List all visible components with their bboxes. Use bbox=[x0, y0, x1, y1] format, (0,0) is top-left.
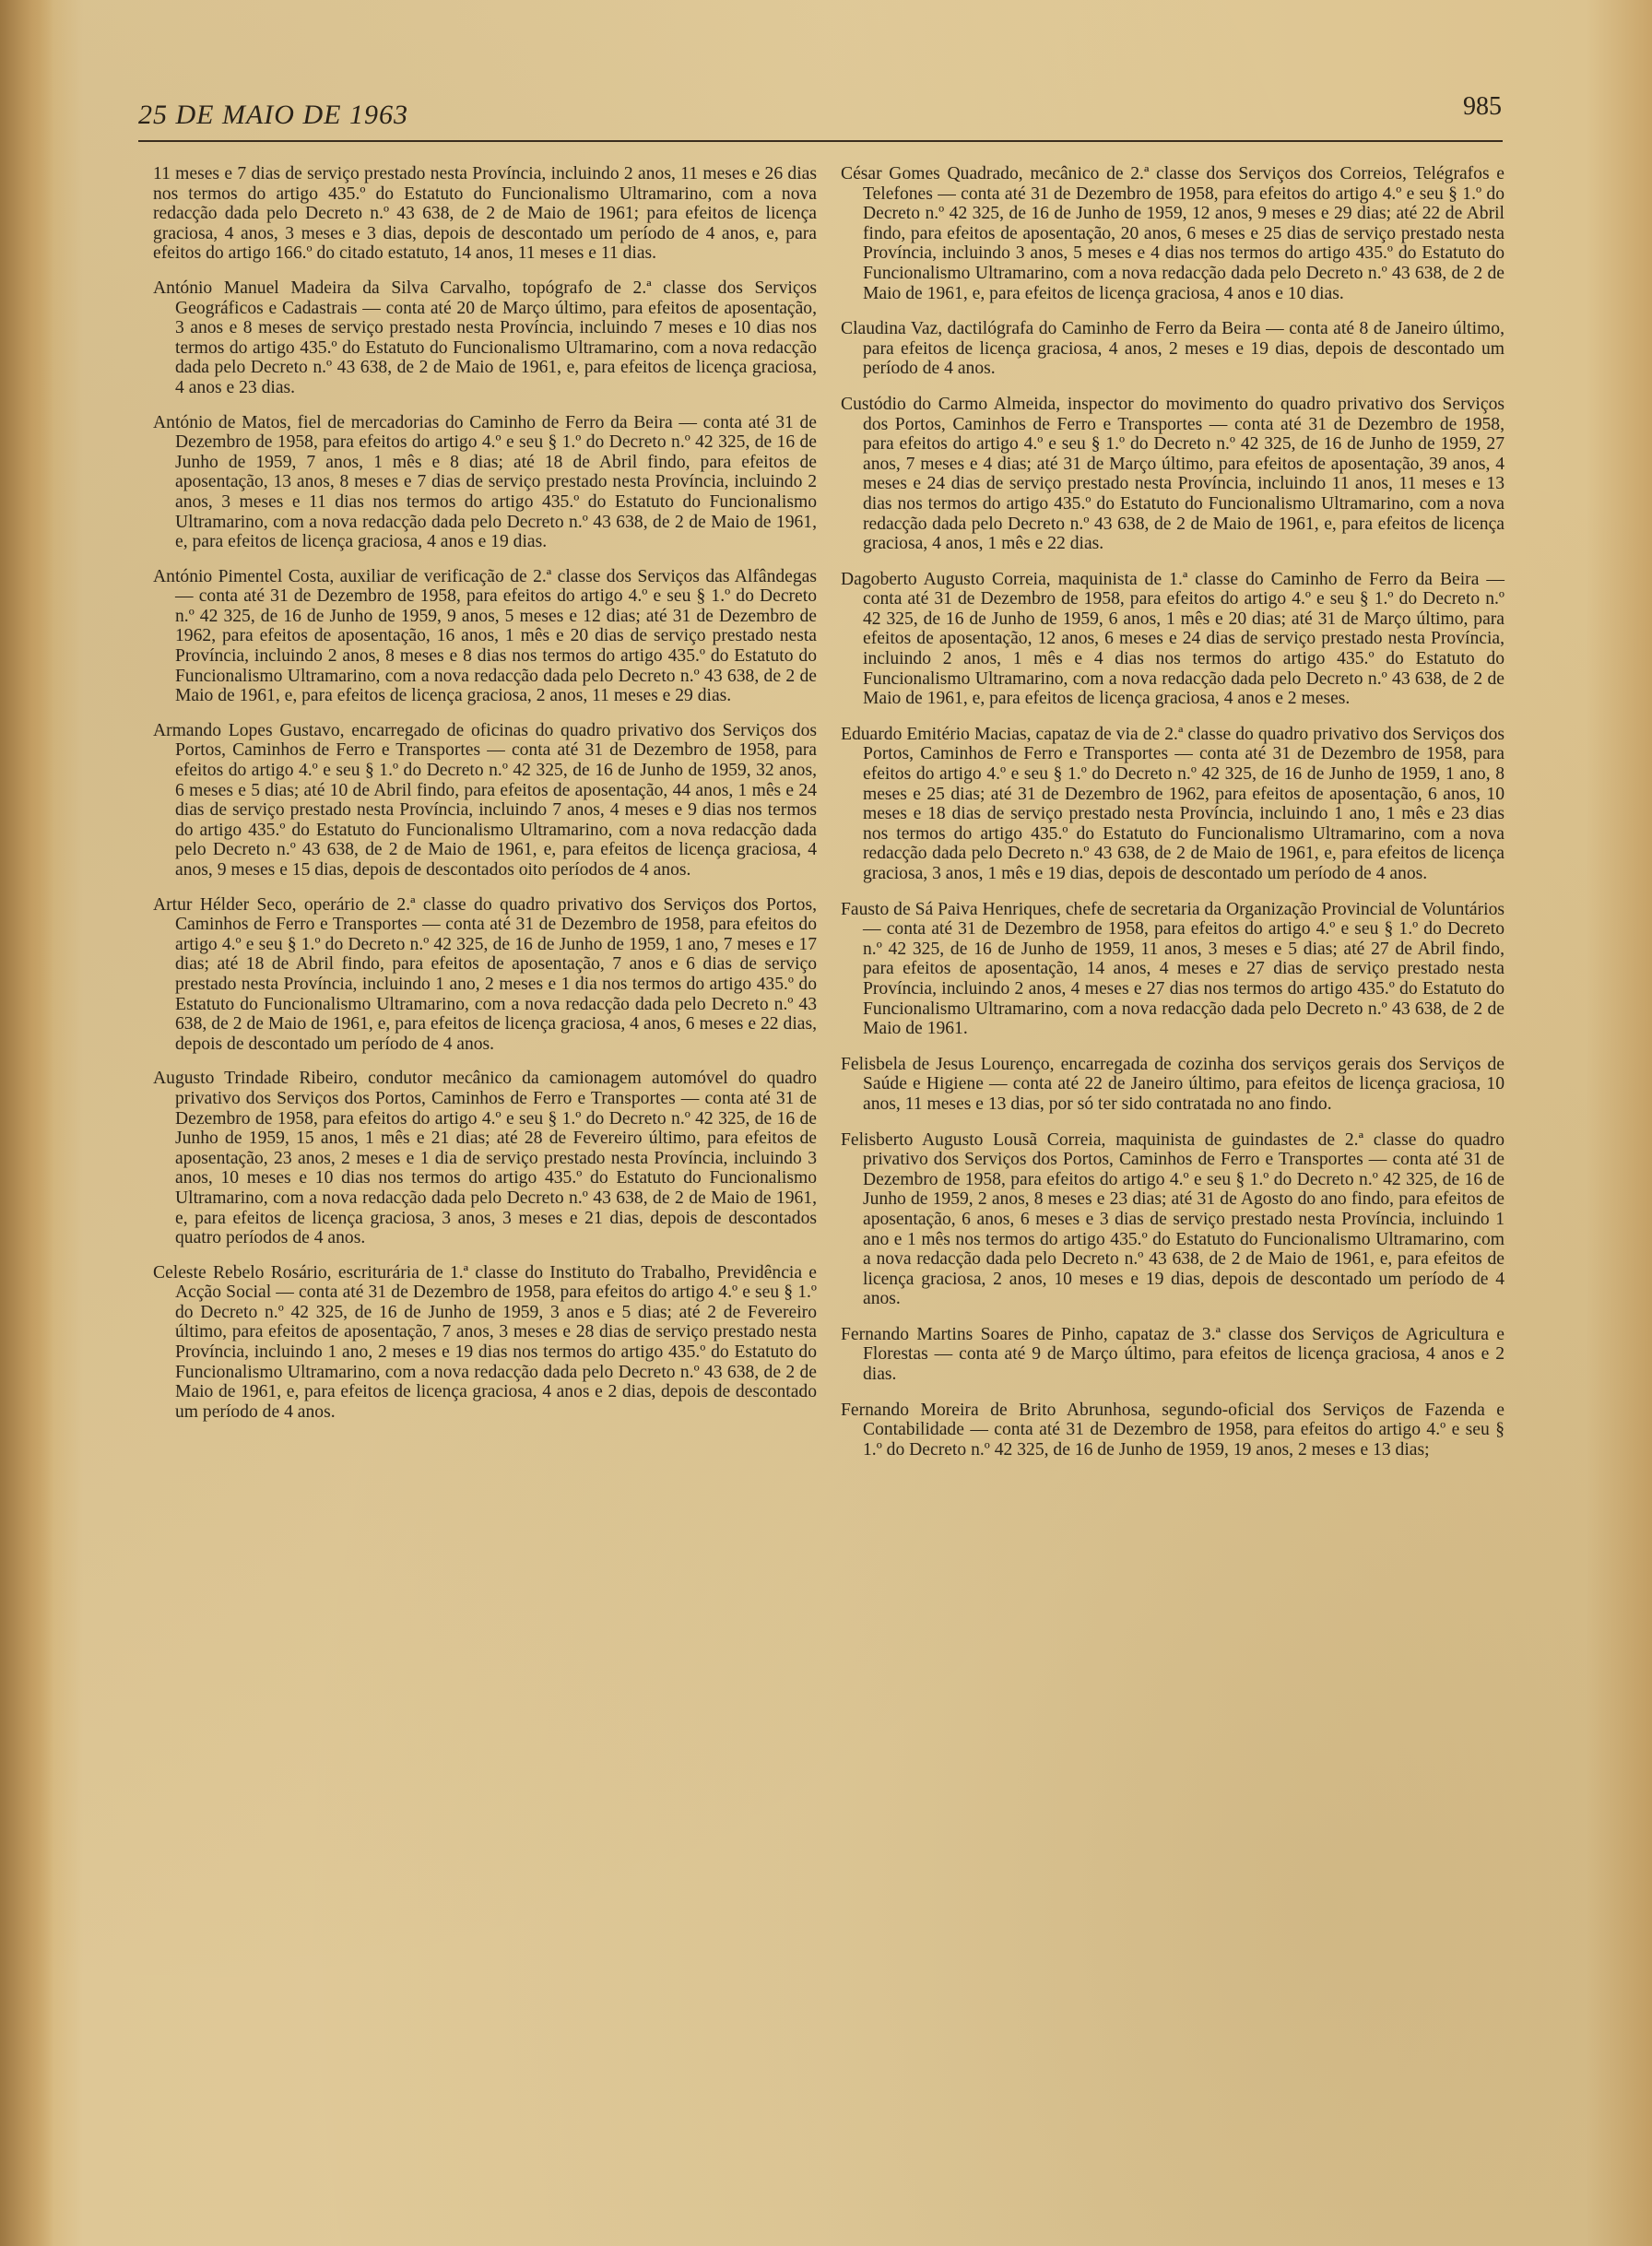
entry-armando-lopes-gustavo: Armando Lopes Gustavo, encarregado de oficinas do quadro privativo dos Serviços dos Portos, Caminhos de Ferro e Transportes — conta até 31 de Dezembro de 1958, para efeitos do artigo 4.º e seu § 1.º do Decreto n.º 42 325, de 16 de Junho de 1959, 32 anos, 6 meses e 5 dias; até 10 de Abril findo, para efeitos de aposentação, 44 anos, 1 mês e 24 dias de serviço prestado nesta Província, incluindo 7 anos, 4 meses e 9 dias nos termos do artigo 435.º do Estatuto do Funcionalismo Ultramarino, com a nova redacção dada pelo Decreto n.º 43 638, de 2 de Maio de 1961, e, para efeitos de licença graciosa, 4 anos, 9 meses e 15 dias, depois de descontados oito períodos de 4 anos. bbox=[153, 720, 817, 880]
entry-claudina-vaz: Claudina Vaz, dactilógrafa do Caminho de Ferro da Beira — conta até 8 de Janeiro último, para efeitos de licença graciosa, 4 anos, 2 meses e 19 dias, depois de descontado um período de 4 anos. bbox=[841, 319, 1504, 379]
entry-cesar-gomes-quadrado: César Gomes Quadrado, mecânico de 2.ª classe dos Serviços dos Correios, Telégrafos e Telefones — conta até 31 de Dezembro de 1958, para efeitos do artigo 4.º e seu § 1.º do Decreto n.º 42 325, de 16 de Junho de 1959, 12 anos, 9 meses e 29 dias; até 22 de Abril findo, para efeitos de aposentação, 20 anos, 6 meses e 25 dias de serviço prestado nesta Província, incluindo 3 anos, 5 meses e 4 dias nos termos do artigo 435.º do Estatuto do Funcionalismo Ultramarino, com a nova redacção dada pelo Decreto n.º 43 638, de 2 de Maio de 1961, e, para efeitos de licença graciosa, 4 anos e 10 dias. bbox=[841, 164, 1504, 303]
entry-felisbela-lourenco: Felisbela de Jesus Lourenço, encarregada de cozinha dos serviços gerais dos Serviços de Saúde e Higiene — conta até 22 de Janeiro último, para efeitos de licença graciosa, 10 anos, 11 meses e 13 dias, por só ter sido contratada no ano findo. bbox=[841, 1054, 1504, 1114]
right-column bbox=[841, 164, 1504, 1475]
entry-celeste-rebelo-rosario: Celeste Rebelo Rosário, escriturária de 1.ª classe do Instituto do Trabalho, Previdência e Acção Social — conta até 31 de Dezembro de 1958, para efeitos do artigo 4.º e seu § 1.º do Decreto n.º 42 325, de 16 de Junho de 1959, 3 anos e 5 dias; até 2 de Fevereiro último, para efeitos de aposentação, 7 anos, 3 meses e 28 dias de serviço prestado nesta Província, incluindo 1 ano, 2 meses e 19 dias nos termos do artigo 435.º do Estatuto do Funcionalismo Ultramarino, com a nova redacção dada pelo Decreto n.º 43 638, de 2 de Maio de 1961, e, para efeitos de licença graciosa, 4 anos e 2 dias, depois de descontado um período de 4 anos. bbox=[153, 1262, 817, 1422]
header-rule bbox=[138, 140, 1503, 142]
entry-custodio-do-carmo-almeida: Custódio do Carmo Almeida, inspector do movimento do quadro privativo dos Serviços dos Portos, Caminhos de Ferro e Transportes — conta até 31 de Dezembro de 1958, para efeitos do artigo 4.º e seu § 1.º do Decreto n.º 42 325, de 16 de Junho de 1959, 27 anos, 7 meses e 4 dias; até 31 de Março último, para efeitos de aposentação, 39 anos, 4 meses e 24 dias de serviço prestado nesta Província, incluindo 11 anos, 11 meses e 13 dias nos termos do artigo 435.º do Estatuto do Funcionalismo Ultramarino, com a nova redacção dada pelo Decreto n.º 43 638, de 2 de Maio de 1961, e, para efeitos de licença graciosa, 4 anos, 1 mês e 22 dias. bbox=[841, 394, 1504, 554]
entry-fernando-abrunhosa: Fernando Moreira de Brito Abrunhosa, segundo-oficial dos Serviços de Fazenda e Contabilidade — conta até 31 de Dezembro de 1958, para efeitos do artigo 4.º e seu § 1.º do Decreto n.º 42 325, de 16 de Junho de 1959, 19 anos, 2 meses e 13 dias; bbox=[841, 1400, 1504, 1460]
entry-augusto-trindade-ribeiro: Augusto Trindade Ribeiro, condutor mecânico da camionagem automóvel do quadro privativo dos Serviços dos Portos, Caminhos de Ferro e Transportes — conta até 31 de Dezembro de 1958, para efeitos do artigo 4.º e seu § 1.º do Decreto n.º 42 325, de 16 de Junho de 1959, 15 anos, 1 mês e 21 dias; até 28 de Fevereiro último, para efeitos de aposentação, 23 anos, 2 meses e 1 dia de serviço prestado nesta Província, incluindo 3 anos, 10 meses e 10 dias nos termos do artigo 435.º do Estatuto do Funcionalismo Ultramarino, com a nova redacção dada pelo Decreto n.º 43 638, de 2 de Maio de 1961, e, para efeitos de licença graciosa, 3 anos, 3 meses e 21 dias, depois de descontados quatro períodos de 4 anos. bbox=[153, 1069, 817, 1248]
entry-felisberto-correia: Felisberto Augusto Lousã Correia, maquinista de guindastes de 2.ª classe do quadro privativo dos Serviços dos Portos, Caminhos de Ferro e Transportes — conta até 31 de Dezembro de 1958, para efeitos do artigo 4.º e seu § 1.º do Decreto n.º 42 325, de 16 de Junho de 1959, 2 anos, 8 meses e 23 dias; até 31 de Agosto do ano findo, para efeitos de aposentação, 6 anos, 6 meses e 3 dias de serviço prestado nesta Província, incluindo 1 ano e 1 mês nos termos do artigo 435.º do Estatuto do Funcionalismo Ultramarino, com a nova redacção dada pelo Decreto n.º 43 638, de 2 de Maio de 1961, e, para efeitos de licença graciosa, 2 anos, 10 meses e 19 dias, depois de descontado um período de 4 anos. bbox=[841, 1129, 1504, 1309]
entry-fausto-henriques: Fausto de Sá Paiva Henriques, chefe de secretaria da Organização Provincial de Voluntários — conta até 31 de Dezembro de 1958, para efeitos do artigo 4.º e seu § 1.º do Decreto n.º 42 325, de 16 de Junho de 1959, 11 anos, 3 meses e 5 dias; até 27 de Abril findo, para efeitos de aposentação, 14 anos, 4 meses e 27 dias de serviço prestado nesta Província, incluindo 2 anos, 4 meses e 27 dias nos termos do artigo 435.º do Estatuto do Funcionalismo Ultramarino, com a nova redacção dada pelo Decreto n.º 43 638, de 2 de Maio de 1961. bbox=[841, 899, 1504, 1039]
entry-continuation: 11 meses e 7 dias de serviço prestado nesta Província, incluindo 2 anos, 11 meses e 26 dias nos termos do artigo 435.º do Estatuto do Funcionalismo Ultramarino, com a nova redacção dada pelo Decreto n.º 43 638, de 2 de Maio de 1961; para efeitos de licença graciosa, 4 anos, 3 meses e 3 dias, depois de descontado um período de 4 anos, e, para efeitos do artigo 166.º do citado estatuto, 14 anos, 11 meses e 11 dias. bbox=[153, 164, 817, 264]
page-number: 985 bbox=[1463, 92, 1502, 121]
entry-antonio-de-matos: António de Matos, fiel de mercadorias do Caminho de Ferro da Beira — conta até 31 de Dezembro de 1958, para efeitos do artigo 4.º e seu § 1.º do Decreto n.º 42 325, de 16 de Junho de 1959, 7 anos, 1 mês e 8 dias; até 18 de Abril findo, para efeitos de aposentação, 13 anos, 8 meses e 7 dias de serviço prestado nesta Província, incluindo 2 anos, 3 meses e 11 dias nos termos do artigo 435.º do Estatuto do Funcionalismo Ultramarino, com a nova redacção dada pelo Decreto n.º 43 638, de 2 de Maio de 1961, e, para efeitos de licença graciosa, 4 anos e 19 dias. bbox=[153, 412, 817, 552]
entry-artur-helder-seco: Artur Hélder Seco, operário de 2.ª classe do quadro privativo dos Serviços dos Portos, Caminhos de Ferro e Transportes — conta até 31 de Dezembro de 1958, para efeitos do artigo 4.º e seu § 1.º do Decreto n.º 42 325, de 16 de Junho de 1959, 1 ano, 7 meses e 17 dias; até 18 de Abril findo, para efeitos de aposentação, 7 anos e 6 dias de serviço prestado nesta Província, incluindo 1 ano, 2 meses e 1 dia nos termos do artigo 435.º do Estatuto do Funcionalismo Ultramarino, com a nova redacção dada pelo Decreto n.º 43 638, de 2 de Maio de 1961, e, para efeitos de licença graciosa, 4 anos, 6 meses e 22 dias, depois de descontado um período de 4 anos. bbox=[153, 894, 817, 1054]
binding-edge bbox=[0, 0, 53, 2246]
entry-dagoberto-augusto-correia: Dagoberto Augusto Correia, maquinista de 1.ª classe do Caminho de Ferro da Beira — conta até 31 de Dezembro de 1958, para efeitos do artigo 4.º e seu § 1.º do Decreto n.º 42 325, de 16 de Junho de 1959, 6 anos, 1 mês e 20 dias; até 31 de Março último, para efeitos de aposentação, 12 anos, 6 meses e 24 dias de serviço prestado nesta Província, incluindo 2 anos, 1 mês e 4 dias nos termos do artigo 435.º do Estatuto do Funcionalismo Ultramarino, com a nova redacção dada pelo Decreto n.º 43 638, de 2 de Maio de 1961, e, para efeitos de licença graciosa, 4 anos e 2 meses. bbox=[841, 569, 1504, 709]
entry-eduardo-emiterio-macias: Eduardo Emitério Macias, capataz de via de 2.ª classe do quadro privativo dos Serviços dos Portos, Caminhos de Ferro e Transportes — conta até 31 de Dezembro de 1958, para efeitos do artigo 4.º e seu § 1.º do Decreto n.º 42 325, de 16 de Junho de 1959, 1 ano, 8 meses e 25 dias; até 31 de Dezembro de 1962, para efeitos de aposentação, 6 anos, 10 meses e 18 dias de serviço prestado nesta Província, incluindo 1 ano, 1 mês e 23 dias nos termos do artigo 435.º do Estatuto do Funcionalismo Ultramarino, com a nova redacção dada pelo Decreto n.º 43 638, de 2 de Maio de 1961, e, para efeitos de licença graciosa, 3 anos, 1 mês e 19 dias, depois de descontado um período de 4 anos. bbox=[841, 724, 1504, 883]
page-date-header: 25 DE MAIO DE 1963 bbox=[138, 100, 408, 130]
entry-fernando-martins-pinho: Fernando Martins Soares de Pinho, capataz de 3.ª classe dos Serviços de Agricultura e Florestas — conta até 9 de Março último, para efeitos de licença graciosa, 4 anos e 2 dias. bbox=[841, 1324, 1504, 1385]
entry-antonio-pimentel-costa: António Pimentel Costa, auxiliar de verificação de 2.ª classe dos Serviços das Alfândegas — conta até 31 de Dezembro de 1958, para efeitos do artigo 4.º e seu § 1.º do Decreto n.º 42 325, de 16 de Junho de 1959, 9 anos, 5 meses e 12 dias; até 31 de Dezembro de 1962, para efeitos de aposentação, 16 anos, 1 mês e 20 dias de serviço prestado nesta Província, incluindo 2 anos, 8 meses e 8 dias nos termos do artigo 435.º do Estatuto do Funcionalismo Ultramarino, com a nova redacção dada pelo Decreto n.º 43 638, de 2 de Maio de 1961, e, para efeitos de licença graciosa, 2 anos, 11 meses e 29 dias. bbox=[153, 566, 817, 706]
entry-antonio-manuel-carvalho: António Manuel Madeira da Silva Carvalho, topógrafo de 2.ª classe dos Serviços Geográficos e Cadastrais — conta até 20 de Março último, para efeitos de aposentação, 3 anos e 8 meses de serviço prestado nesta Província, incluindo 7 meses e 10 dias nos termos do artigo 435.º do Estatuto do Funcionalismo Ultramarino, com a nova redacção dada pelo Decreto n.º 43 638, de 2 de Maio de 1961, e, para efeitos de licença graciosa, 4 anos e 23 dias. bbox=[153, 278, 817, 397]
left-column bbox=[153, 164, 817, 1436]
